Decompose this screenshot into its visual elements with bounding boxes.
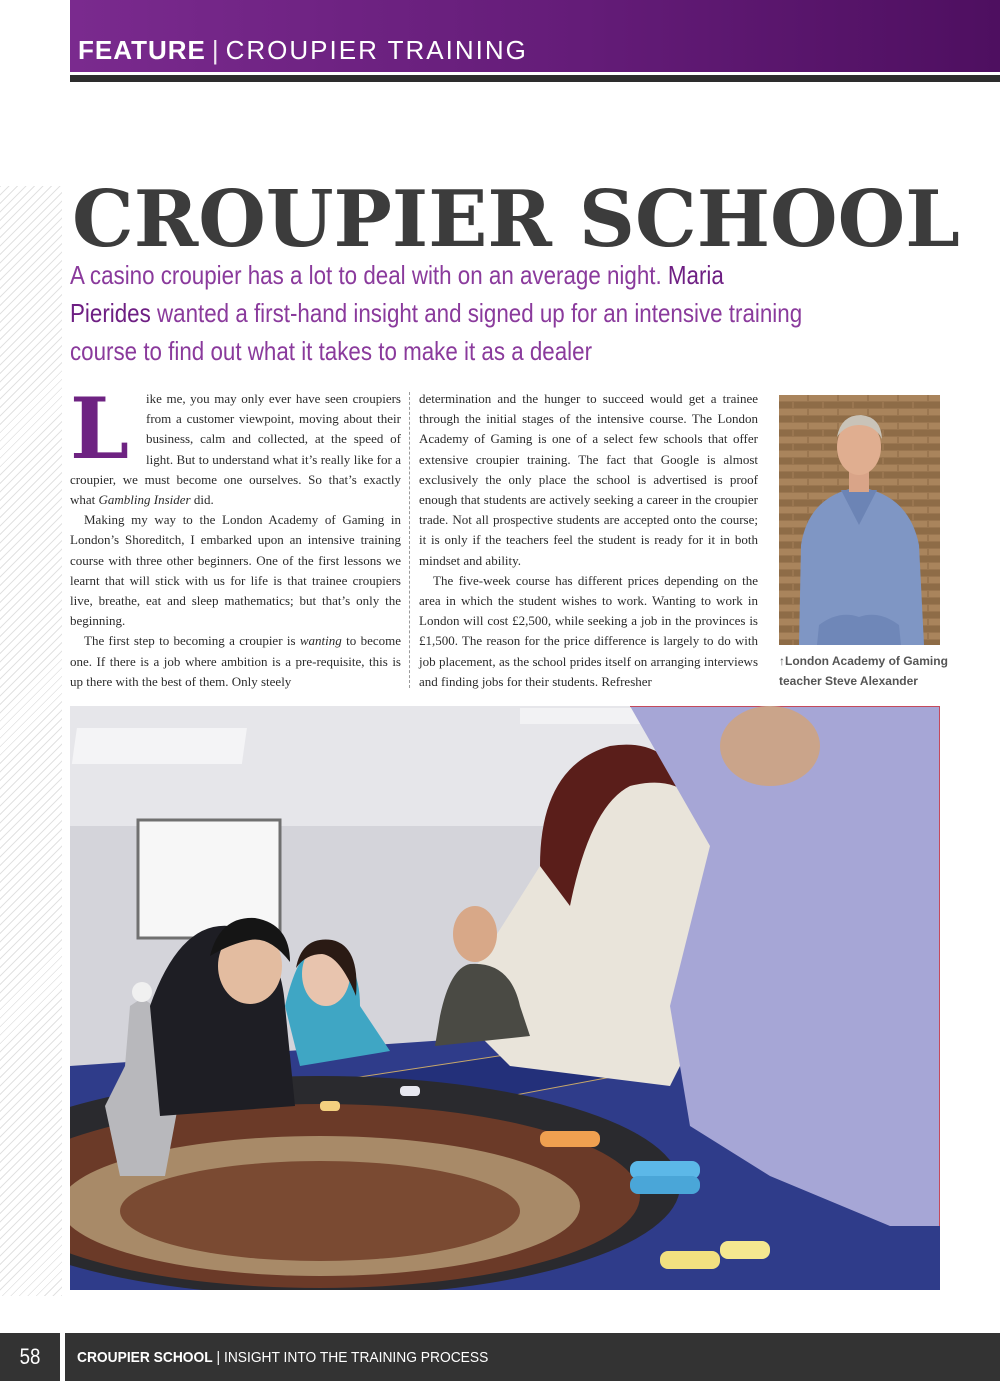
column-divider xyxy=(409,392,410,688)
publication-name: Gambling Insider xyxy=(98,492,191,508)
section-header xyxy=(78,33,528,67)
decorative-hatch xyxy=(0,186,62,1296)
paragraph-1-end: did. xyxy=(193,492,214,508)
footer-separator: | xyxy=(216,1349,221,1366)
teacher-portrait-photo xyxy=(779,395,940,645)
header-separator: | xyxy=(211,35,220,65)
section-label: FEATURE xyxy=(78,35,206,65)
article-column-2 xyxy=(419,389,758,692)
section-topic: CROUPIER TRAINING xyxy=(225,35,528,65)
roulette-table-photo xyxy=(70,706,940,1290)
paragraph-3-start: The first step to becoming a croupier is xyxy=(84,633,296,649)
paragraph-3-emphasis: wanting xyxy=(299,633,342,649)
footer-title xyxy=(77,1333,488,1381)
author-name: Maria Pierides xyxy=(70,260,724,328)
photo-caption xyxy=(779,651,959,691)
footer-title-main: CROUPIER SCHOOL xyxy=(77,1349,213,1366)
footer-divider xyxy=(60,1333,65,1381)
article-column-1 xyxy=(70,379,402,692)
paragraph-3-end: to become one. If there is a job where ambition is a pre-requisite, this is up there with the best of them. Only steely xyxy=(70,633,402,689)
paragraph-5: The five-week course has different prices depending on the area in which the student wishes to work. Wanting to work in London will cost £2,500, while seeking a job in the provinces is £1,500. The reason for the price difference is largely to do with job placement, as the school prides itself on arranging interviews and finding jobs for their students. Refresher xyxy=(419,572,758,689)
paragraph-1 xyxy=(70,379,401,510)
standfirst-rest: wanted a first-hand insight and signed up for an intensive training course to find out what it takes to make it as a dealer xyxy=(70,298,803,366)
page-number: 58 xyxy=(19,1344,41,1369)
caption-text: London Academy of Gaming teacher Steve Alexander xyxy=(779,654,948,688)
paragraph-1-text: ike me, you may only ever have seen croupiers from a customer viewpoint, moving about their business, calm and collected, at the speed of light. But to understand what it’s really like for a croupier, we must become one ourselves. So that’s exactly what xyxy=(70,391,401,508)
paragraph-2: Making my way to the London Academy of Gaming in London’s Shoreditch, I embarked upon an intensive training course with three other beginners. One of the first lessons we learnt that will stick with us for life is that trainee croupiers live, breathe, eat and sleep mathematics; but that’s only the beginning. xyxy=(70,512,401,629)
caption-arrow-icon: ↑ xyxy=(779,654,785,668)
header-rule xyxy=(70,75,1000,82)
drop-cap: L xyxy=(70,379,130,478)
article-standfirst xyxy=(70,256,810,370)
paragraph-4: determination and the hunger to succeed would get a trainee through the initial stages of the intensive course. The London Academy of Gaming is one of a select few schools that offer extensive croupier training. The fact that Google is almost exclusively the only place the school is advertised is proof enough that students are actively seeking a career in the croupier trade. Not all prospective students are accepted onto the course; it is only if the teachers feel the student is ready for it in both mindset and ability. xyxy=(419,391,758,568)
paragraph-3 xyxy=(70,631,401,692)
standfirst-lead: A casino croupier has a lot to deal with on an average night. xyxy=(70,260,662,290)
footer-subtitle: INSIGHT INTO THE TRAINING PROCESS xyxy=(223,1349,489,1366)
article-headline: CROUPIER SCHOOL xyxy=(72,174,960,265)
